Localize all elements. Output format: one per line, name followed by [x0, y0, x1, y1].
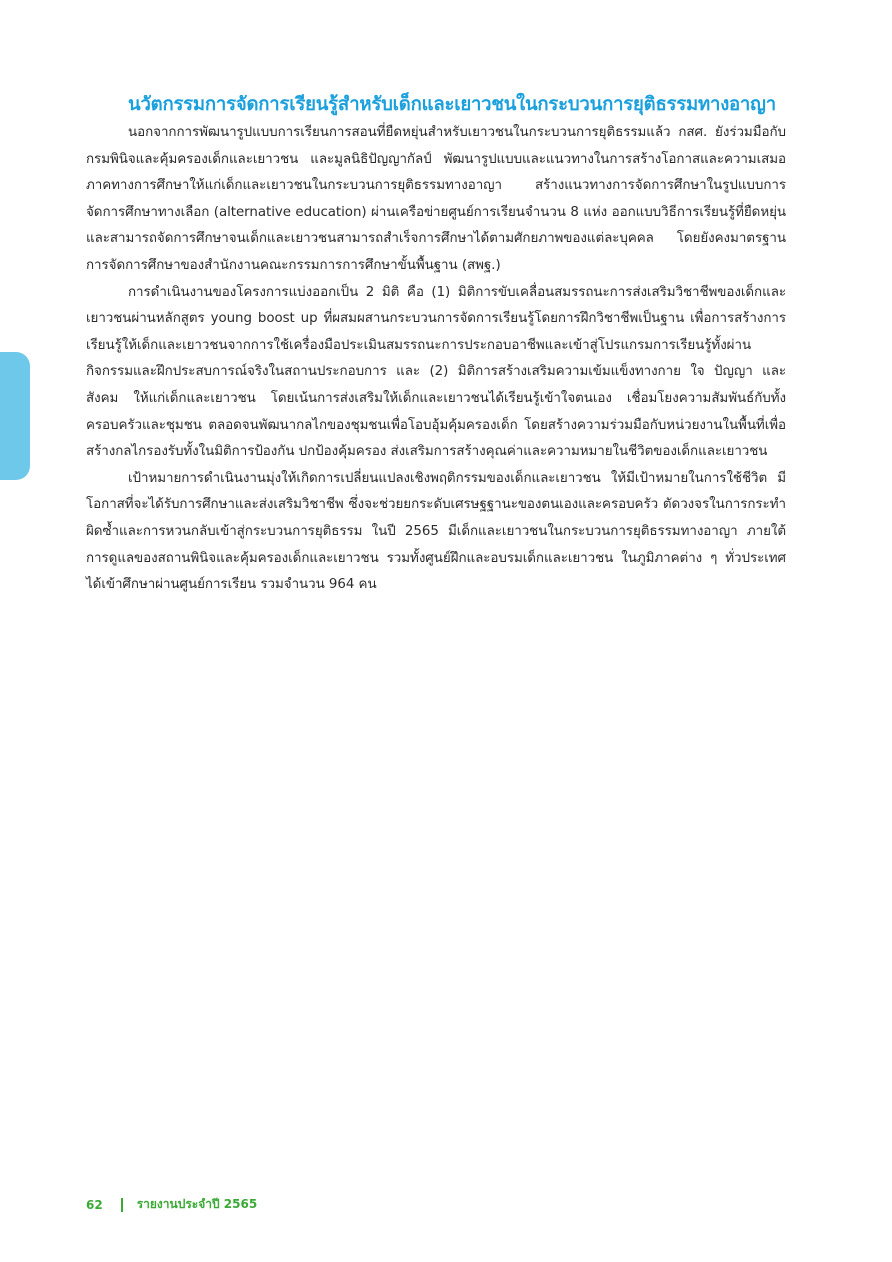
page-number: 62	[86, 1197, 103, 1212]
body-paragraph: นอกจากการพัฒนารูปแบบการเรียนการสอนที่ยืดหยุ่นสำหรับเยาวชนในกระบวนการยุติธรรมแล้ว กสศ. ยังร่วมมือกับ กรมพินิจและคุ้มครองเด็กและเยาวชน และมูลนิธิปัญญากัลป์ พัฒนารูปแบบและแนวทางในการสร้างโอกาสและความเสมอภาคทางการศึกษาให้แก่เด็กและเยาวชนในกระบวนการยุติธรรมทางอาญา สร้างแนวทางการจัดการศึกษาในรูปแบบการจัดการศึกษาทางเลือก (alternative education) ผ่านเครือข่ายศูนย์การเรียนจำนวน 8 แห่ง ออกแบบวิธีการเรียนรู้ที่ยืดหยุ่นและสามารถจัดการศึกษาจนเด็กและเยาวชนสามารถสำเร็จการศึกษาได้ตามศักยภาพของแต่ละบุคคล โดยยังคงมาตรฐานการจัดการศึกษาของสำนักงานคณะกรรมการการศึกษาขั้นพื้นฐาน (สพฐ.)	[86, 125, 786, 273]
main-content	[86, 92, 786, 599]
page-title: นวัตกรรมการจัดการเรียนรู้สำหรับเด็กและเยาวชนในกระบวนการยุติธรรมทางอาญา	[128, 94, 776, 115]
body-paragraph: การดำเนินงานของโครงการแบ่งออกเป็น 2 มิติ คือ (1) มิติการขับเคลื่อนสมรรถนะการส่งเสริมวิชาชีพของเด็กและเยาวชนผ่านหลักสูตร young boost up ที่ผสมผสานกระบวนการจัดการเรียนรู้โดยการฝึกวิชาชีพเป็นฐาน เพื่อการสร้างการเรียนรู้ให้เด็กและเยาวชนจากการใช้เครื่องมือประเมินสมรรถนะการประกอบอาชีพและเข้าสู่โปรแกรมการเรียนรู้ทั้งผ่านกิจกรรมและฝึกประสบการณ์จริงในสถานประกอบการ และ (2) มิติการสร้างเสริมความเข้มแข็งทางกาย ใจ ปัญญา และสังคม ให้แก่เด็กและเยาวชน โดยเน้นการส่งเสริมให้เด็กและเยาวชนได้เรียนรู้เข้าใจตนเอง เชื่อมโยงความสัมพันธ์กับทั้งครอบครัวและชุมชน ตลอดจนพัฒนากลไกของชุมชนเพื่อโอบอุ้มคุ้มครองเด็ก โดยสร้างความร่วมมือกับหน่วยงานในพื้นที่เพื่อสร้างกลไกรองรับทั้งในมิติการป้องกัน ปกป้องคุ้มครอง ส่งเสริมการสร้างคุณค่าและความหมายในชีวิตของเด็กและเยาวชน	[86, 284, 786, 460]
body-paragraph: เป้าหมายการดำเนินงานมุ่งให้เกิดการเปลี่ยนแปลงเชิงพฤติกรรมของเด็กและเยาวชน ให้มีเป้าหมายในการใช้ชีวิต มีโอกาสที่จะได้รับการศึกษาและส่งเสริมวิชาชีพ ซึ่งจะช่วยยกระดับเศรษฐฐานะของตนเองและครอบครัว ตัดวงจรในการกระทำผิดซ้ำและการหวนกลับเข้าสู่กระบวนการยุติธรรม ในปี 2565 มีเด็กและเยาวชนในกระบวนการยุติธรรมทางอาญา ภายใต้การดูแลของสถานพินิจและคุ้มครองเด็กและเยาวชน รวมทั้งศูนย์ฝึกและอบรมเด็กและเยาวชน ในภูมิภาคต่าง ๆ ทั่วประเทศ ได้เข้าศึกษาผ่านศูนย์การเรียน รวมจำนวน 964 คน	[86, 470, 786, 593]
section-side-tab	[0, 352, 30, 480]
report-title: รายงานประจำปี 2565	[136, 1197, 258, 1211]
page-footer	[86, 1195, 257, 1214]
footer-divider	[121, 1198, 123, 1212]
